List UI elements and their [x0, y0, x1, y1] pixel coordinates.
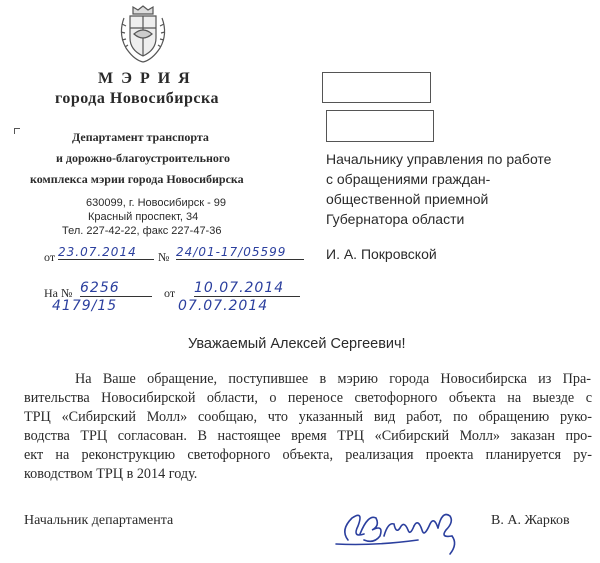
department-line-1: Департамент транспорта	[72, 130, 209, 144]
body-line-1: На Ваше обращение, поступившее в мэрию города Новосибирска из Пра-	[75, 371, 591, 387]
corner-mark	[14, 128, 15, 134]
handwritten-signature-icon	[334, 500, 474, 558]
recipient-name: И. А. Покровской	[326, 246, 437, 262]
body-line-2: вительства Новосибирской области, о переносе светофорного объекта на выезде с	[24, 390, 592, 406]
salutation: Уважаемый Алексей Сергеевич!	[188, 336, 406, 352]
body-line-6: ководством ТРЦ в 2014 году.	[24, 466, 198, 482]
body-line-5: ект на реконструкцию светофорного объекта, реализация проекта планируется ру-	[24, 447, 592, 463]
recipient-line-2: с обращениями граждан-	[326, 171, 491, 187]
reference-number-1: 6256	[80, 280, 152, 297]
reference-label: На №	[44, 286, 73, 300]
recipient-line-1: Начальнику управления по работе	[326, 151, 552, 167]
address-line-1: 630099, г. Новосибирск - 99	[86, 197, 227, 209]
reference-date-1: 10.07.2014	[194, 280, 300, 297]
recipient-line-4: Губернатора области	[326, 211, 465, 227]
reference-number-2: 4179/15	[52, 298, 118, 314]
outgoing-from-label: от	[44, 250, 56, 264]
org-name: М Э Р И Я	[98, 70, 192, 87]
outgoing-date: 23.07.2014	[58, 245, 154, 260]
redacted-box-1	[322, 72, 431, 103]
recipient-line-3: общественной приемной	[326, 191, 489, 207]
department-line-2: и дорожно-благоустроительного	[56, 151, 231, 165]
reference-from-label: от	[164, 286, 176, 300]
body-line-4: водства ТРЦ согласован. В настоящее время ТРЦ «Сибирский Молл» заказан про-	[24, 428, 592, 444]
org-city: города Новосибирска	[55, 90, 219, 107]
address-line-3: Тел. 227-42-22, факс 227-47-36	[62, 225, 222, 237]
reference-date-2: 07.07.2014	[178, 298, 269, 314]
coat-of-arms-emblem	[116, 4, 170, 66]
signature-name: В. А. Жарков	[491, 513, 570, 528]
signature-position: Начальник департамента	[24, 513, 174, 528]
redacted-box-2	[326, 110, 434, 142]
outgoing-no-label: №	[158, 250, 170, 264]
outgoing-number: 24/01-17/05599	[176, 245, 304, 260]
department-line-3: комплекса мэрии города Новосибирска	[30, 172, 244, 186]
address-line-2: Красный проспект, 34	[88, 211, 199, 223]
body-line-3: ТРЦ «Сибирский Молл» сообщаю, что указанный вид работ, по обращению руко-	[24, 409, 592, 425]
